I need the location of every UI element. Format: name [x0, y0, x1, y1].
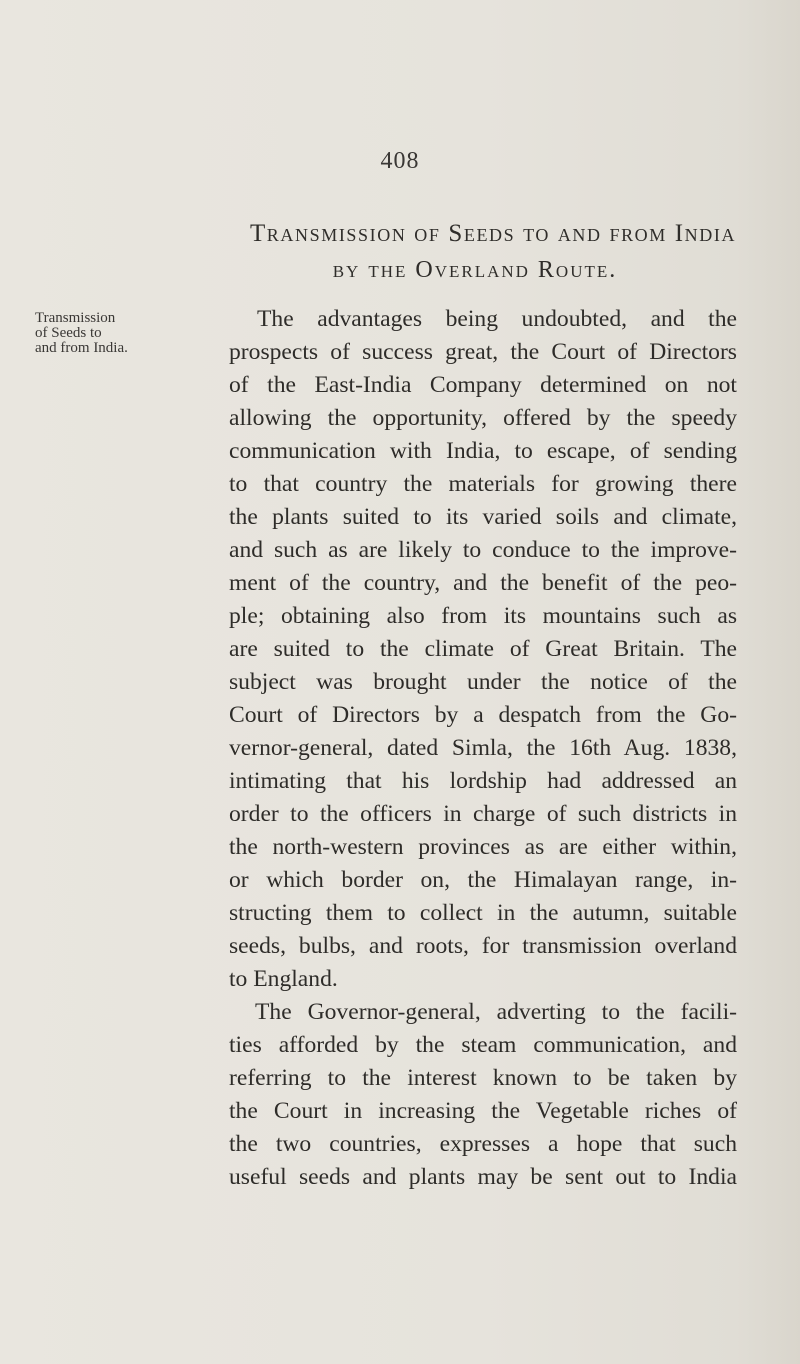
body-text-line: ties afforded by the steam communication, and [229, 1032, 737, 1058]
chapter-title-line-1: Transmission of Seeds to and from India [249, 220, 737, 247]
body-text-line: or which border on, the Himalayan range, in- [229, 867, 737, 893]
body-text-line: are suited to the climate of Great Britain. The [229, 636, 737, 662]
body-text-line: to that country the materials for growing there [229, 471, 737, 497]
body-text-line: ment of the country, and the benefit of the peo- [229, 570, 737, 596]
margin-note-line: and from India. [35, 340, 128, 356]
body-text-line: referring to the interest known to be taken by [229, 1065, 737, 1091]
margin-note-line: of Seeds to [35, 325, 102, 341]
body-text-line: structing them to collect in the autumn, suitable [229, 900, 737, 926]
margin-note [35, 311, 195, 356]
body-text-line: the Court in increasing the Vegetable riches of [229, 1098, 737, 1124]
body-text-line: seeds, bulbs, and roots, for transmission overland [229, 933, 737, 959]
body-text-line: allowing the opportunity, offered by the speedy [229, 405, 737, 431]
body-text-line: The advantages being undoubted, and the [257, 306, 737, 332]
body-text-line: communication with India, to escape, of sending [229, 438, 737, 464]
body-text-line: and such as are likely to conduce to the improve- [229, 537, 737, 563]
body-text-line: subject was brought under the notice of the [229, 669, 737, 695]
body-text-line: the plants suited to its varied soils and climate, [229, 504, 737, 530]
body-text-line: useful seeds and plants may be sent out to India [229, 1164, 737, 1190]
body-text-line: prospects of success great, the Court of Directors [229, 339, 737, 365]
page-number: 408 [380, 148, 420, 174]
body-text-line: to England. [229, 966, 338, 992]
body-text-line: Court of Directors by a despatch from the Go- [229, 702, 737, 728]
body-text-line: The Governor-general, adverting to the facili- [255, 999, 737, 1025]
body-text-line: the north-western provinces as are either within, [229, 834, 737, 860]
body-text-line: ple; obtaining also from its mountains such as [229, 603, 737, 629]
body-text-line: of the East-India Company determined on not [229, 372, 737, 398]
body-text-line: vernor-general, dated Simla, the 16th Aug. 1838, [229, 735, 737, 761]
margin-note-line: Transmission [35, 310, 116, 326]
body-text-line: the two countries, expresses a hope that such [229, 1131, 737, 1157]
body-text-line: intimating that his lordship had addressed an [229, 768, 737, 794]
chapter-title-line-2: by the Overland Route. [332, 257, 618, 283]
body-text-line: order to the officers in charge of such districts in [229, 801, 737, 827]
